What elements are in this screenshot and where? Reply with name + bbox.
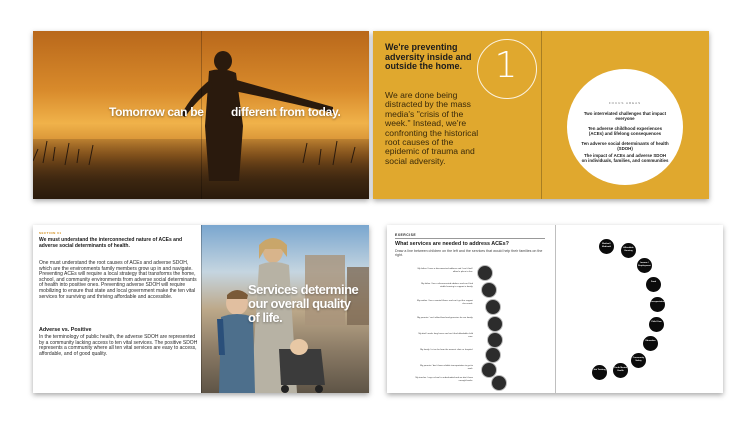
headline-right: different from today. [231, 105, 341, 119]
statement-text: My father / have a disconnected address and I can't find / afford a place to live. [417, 268, 473, 273]
section-label: EXERCISE [395, 233, 417, 237]
focus-item: Ten adverse childhood experiences (ACEs) and lifelong consequences [587, 126, 663, 136]
child-photo-dot[interactable] [491, 375, 507, 391]
focus-label: FOCUS AREAS [608, 101, 642, 105]
statement-text: My family / is too far from the nearest clinic or hospital. [420, 349, 473, 351]
statement-text: My dad / works long hours and can't find affordable child care. [418, 333, 473, 338]
statement-text: My mother / has a mental illness and can't get the support she needs. [417, 300, 473, 305]
gutter [541, 31, 542, 199]
section-number: 1 [494, 45, 518, 86]
statement-text: My teacher / says school is underfunded and we don't have enough books. [415, 377, 473, 382]
subheading: Adverse vs. Positive [39, 327, 92, 333]
paragraph: One must understand the root causes of ACEs and adverse SDOH, which are the environments family members grow up in and navigate. Preventing ACEs will require a local strategy that transforms the home, school, and community environments from adverse social determinants of health into positive ones. Preventing adverse SDOH will require mobilizing to ensure that state and local government make the ten vital services for surviving and thriving affordable and accessible. [39, 260, 197, 300]
spread-focus-areas [373, 31, 709, 199]
exercise-instructions: Draw a line between children on the left and the services that would help their families on the right. [395, 249, 543, 258]
spread-sunset [33, 31, 369, 199]
statement-text: My father / has a disconnected address and can't find stable housing to support a family. [421, 283, 473, 288]
exercise-heading: What services are needed to address ACEs? [395, 241, 509, 247]
gutter [555, 225, 556, 393]
gutter [201, 225, 202, 393]
focus-item: Ten adverse social determinants of health (SDOH) [581, 141, 669, 151]
statement-text: My parents / don't have reliable transportation to get to work. [420, 365, 473, 370]
section-label: SECTION 01 [39, 231, 62, 235]
headline-left: Tomorrow can be [109, 105, 204, 119]
service-circle[interactable]: Food [646, 277, 661, 292]
service-circle[interactable]: Child Care [649, 317, 664, 332]
paragraph: In the terminology of public health, the adverse SDOH are represented by a community lacking access to ten vital services. The positive SDOH represents a community where all ten vital services are easy to access, affordable, and of good quality. [39, 334, 198, 357]
spread-body: We are done being distracted by the mass media's "crisis of the week." Instead, we're confronting the historical root causes of the epidemic of trauma and social adversity. [385, 90, 479, 166]
child-photo-dot[interactable] [481, 282, 497, 298]
child-photo-dot[interactable] [485, 299, 501, 315]
spread-interconnected [33, 225, 369, 393]
child-photo-dot[interactable] [477, 265, 493, 281]
photo-caption: Services determine our overall quality of life. [248, 282, 359, 325]
focus-item: The impact of ACEs and adverse SDOH on individuals, families, and communities [581, 153, 669, 163]
spread-heading: We're preventing adversity inside and outside the home. [385, 42, 472, 71]
child-photo-dot[interactable] [487, 316, 503, 332]
service-circle[interactable]: Education [643, 336, 658, 351]
service-circle[interactable]: Income / Employment [637, 258, 652, 273]
service-circle[interactable]: Affordable Housing [621, 243, 636, 258]
spread-exercise [387, 225, 723, 393]
service-circle[interactable]: Community Safety [631, 353, 646, 368]
child-photo-dot[interactable] [487, 332, 503, 348]
divider [395, 238, 545, 239]
statement-text: My parents / can't afford food and groceries for our family. [417, 317, 473, 319]
focus-item: Two interrelated challenges that impact everyone [583, 111, 667, 121]
service-circle[interactable]: Medical / Medicaid [599, 239, 614, 254]
child-photo-dot[interactable] [485, 347, 501, 363]
spread-heading: We must understand the interconnected nature of ACEs and adverse social determinants of health. [39, 237, 183, 249]
service-circle[interactable]: Youth Mental Health [613, 363, 628, 378]
service-circle[interactable]: Transportation [650, 297, 665, 312]
service-circle[interactable]: Job Training [592, 365, 607, 380]
